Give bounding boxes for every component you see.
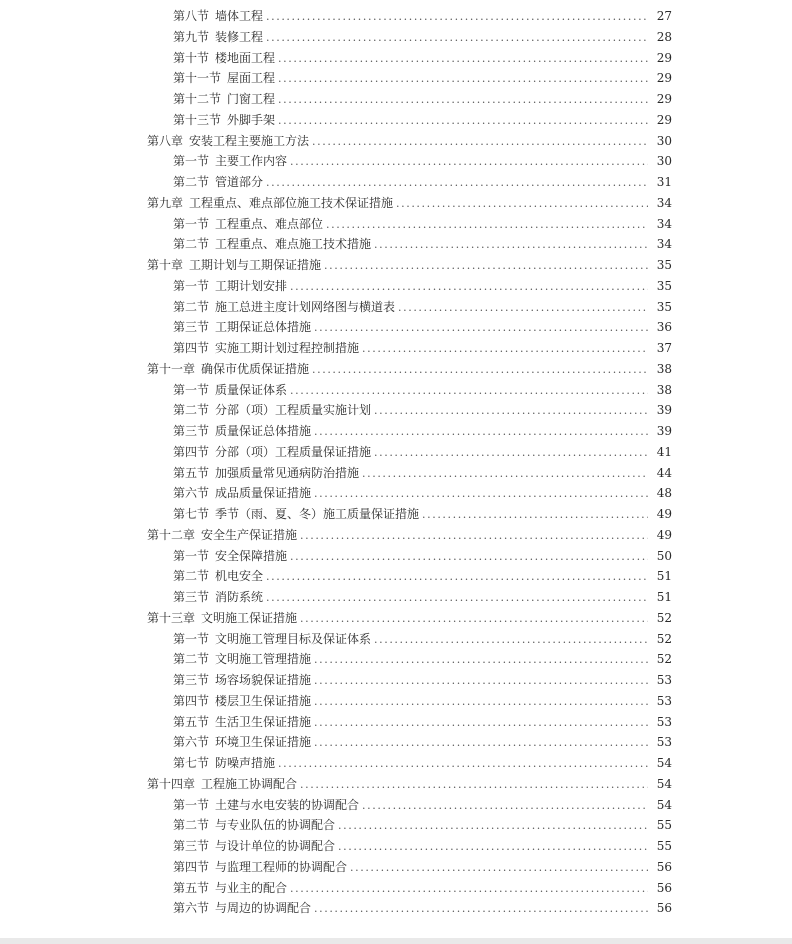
dot-leader — [422, 505, 648, 526]
toc-entry-number: 第一节 — [173, 548, 210, 563]
toc-entry-number: 第五节 — [173, 880, 210, 895]
toc-entry-label — [173, 234, 371, 255]
dot-leader — [266, 7, 648, 28]
toc-entry-title: 文明施工管理措施 — [215, 652, 312, 667]
toc-chapter-entry — [0, 131, 792, 152]
toc-entry-title: 工程施工协调配合 — [201, 776, 298, 791]
toc-section-entry — [0, 587, 792, 608]
dot-leader — [300, 609, 648, 630]
toc-entry-number: 第六节 — [173, 486, 210, 501]
toc-section-entry — [0, 6, 792, 27]
toc-page-number: 38 — [656, 361, 672, 376]
toc-entry-label — [173, 68, 275, 89]
toc-entry-number: 第十一节 — [173, 71, 222, 86]
toc-entry-title: 工期计划与工期保证措施 — [189, 258, 322, 272]
toc-entry-title: 季节（雨、夏、冬）施工质量保证措施 — [215, 507, 420, 521]
toc-entry-number: 第一节 — [173, 278, 210, 293]
toc-section-entry — [0, 276, 792, 297]
toc-entry-title: 土建与水电安装的协调配合 — [215, 797, 360, 812]
toc-entry-number: 第一节 — [173, 154, 210, 169]
toc-entry-title: 文明施工保证措施 — [201, 610, 298, 625]
toc-entry-label — [173, 400, 371, 421]
dot-leader — [314, 713, 648, 734]
toc-chapter-entry — [0, 774, 792, 795]
toc-entry-title: 生活卫生保证措施 — [215, 714, 312, 729]
toc-section-entry — [0, 442, 792, 463]
toc-entry-title: 确保市优质保证措施 — [201, 361, 310, 376]
toc-entry-label — [147, 525, 297, 546]
dot-leader — [362, 464, 648, 485]
toc-page-number: 52 — [656, 610, 672, 625]
toc-page-number: 37 — [656, 341, 672, 355]
dot-leader — [278, 49, 648, 70]
toc-entry-number: 第十三节 — [173, 112, 222, 127]
toc-entry-label — [173, 815, 335, 836]
toc-page-number: 38 — [656, 382, 672, 397]
toc-page-number: 44 — [656, 465, 672, 480]
toc-page-number: 52 — [656, 631, 672, 646]
toc-entry-title: 工期保证总体措施 — [215, 320, 312, 335]
dot-leader — [314, 733, 648, 754]
toc-page-number: 34 — [656, 216, 672, 231]
dot-leader — [300, 775, 648, 796]
dot-leader — [266, 588, 648, 609]
toc-entry-title: 实施工期计划过程控制措施 — [215, 341, 360, 355]
toc-entry-number: 第九节 — [173, 29, 210, 44]
toc-entry-title: 工程重点、难点部位 — [215, 216, 324, 231]
toc-section-entry — [0, 234, 792, 255]
toc-entry-title: 安全保障措施 — [215, 548, 288, 563]
dot-leader — [290, 152, 648, 173]
toc-section-entry — [0, 566, 792, 587]
toc-section-entry — [0, 712, 792, 733]
toc-entry-number: 第二节 — [173, 299, 210, 314]
dot-leader — [398, 298, 648, 319]
dot-leader — [374, 443, 648, 464]
toc-entry-label — [173, 670, 311, 691]
toc-entry-number: 第十章 — [147, 258, 184, 272]
toc-entry-label — [173, 463, 359, 484]
toc-entry-number: 第二节 — [173, 403, 210, 418]
toc-entry-title: 机电安全 — [215, 569, 264, 584]
toc-section-entry — [0, 732, 792, 753]
toc-page-number: 50 — [656, 548, 672, 563]
toc-entry-number: 第十节 — [173, 50, 210, 65]
dot-leader — [278, 69, 648, 90]
toc-chapter-entry — [0, 608, 792, 629]
toc-entry-label — [173, 421, 311, 442]
dot-leader — [290, 277, 648, 298]
toc-entry-label — [173, 214, 323, 235]
toc-entry-number: 第九章 — [147, 195, 184, 210]
toc-entry-title: 门窗工程 — [227, 92, 276, 106]
toc-entry-title: 与设计单位的协调配合 — [215, 839, 336, 853]
toc-section-entry — [0, 89, 792, 110]
toc-section-entry — [0, 504, 792, 525]
toc-entry-label — [173, 276, 287, 297]
dot-leader — [314, 484, 648, 505]
dot-leader — [290, 381, 648, 402]
toc-section-entry — [0, 857, 792, 878]
toc-entry-title: 工程重点、难点施工技术措施 — [215, 237, 372, 252]
toc-section-entry — [0, 649, 792, 670]
toc-page-number: 55 — [656, 839, 672, 853]
toc-section-entry — [0, 172, 792, 193]
toc-section-entry — [0, 483, 792, 504]
toc-entry-number: 第八节 — [173, 9, 210, 23]
toc-page-number: 54 — [656, 756, 672, 770]
toc-entry-label — [173, 795, 359, 816]
toc-entry-label — [173, 566, 263, 587]
toc-page-number: 53 — [656, 714, 672, 729]
dot-leader — [326, 215, 648, 236]
toc-entry-title: 场容场貌保证措施 — [215, 673, 312, 687]
toc-entry-number: 第二节 — [173, 652, 210, 667]
dot-leader — [278, 754, 648, 775]
toc-section-entry — [0, 898, 792, 919]
dot-leader — [362, 339, 648, 360]
toc-entry-label — [173, 753, 275, 774]
toc-entry-number: 第十一章 — [147, 361, 196, 376]
toc-entry-label — [173, 6, 263, 27]
toc-entry-number: 第四节 — [173, 859, 210, 874]
dot-leader — [290, 879, 648, 900]
toc-page-number: 53 — [656, 693, 672, 708]
toc-entry-label — [173, 649, 311, 670]
toc-section-entry — [0, 753, 792, 774]
toc-section-entry — [0, 421, 792, 442]
toc-page-number: 34 — [656, 237, 672, 252]
toc-entry-number: 第十三章 — [147, 610, 196, 625]
toc-page-number: 41 — [656, 444, 672, 459]
toc-entry-label — [173, 172, 263, 193]
toc-page-number: 29 — [656, 50, 672, 65]
toc-entry-title: 分部（项）工程质量实施计划 — [215, 403, 372, 418]
toc-page-number: 35 — [656, 299, 672, 314]
toc-page-number: 49 — [656, 507, 672, 521]
toc-page-number: 39 — [656, 403, 672, 418]
toc-entry-label — [147, 608, 297, 629]
toc-page-number: 29 — [656, 92, 672, 106]
toc-page-number: 29 — [656, 112, 672, 127]
toc-section-entry — [0, 400, 792, 421]
toc-entry-number: 第六节 — [173, 735, 210, 750]
toc-page-number: 56 — [656, 880, 672, 895]
toc-entry-number: 第四节 — [173, 341, 210, 355]
toc-entry-label — [173, 629, 371, 650]
toc-entry-number: 第一节 — [173, 631, 210, 646]
toc-entry-title: 装修工程 — [215, 29, 264, 44]
toc-section-entry — [0, 546, 792, 567]
toc-entry-title: 外脚手架 — [227, 112, 276, 127]
toc-entry-label — [147, 774, 297, 795]
toc-entry-number: 第二节 — [173, 569, 210, 584]
dot-leader — [300, 526, 648, 547]
toc-entry-number: 第七节 — [173, 756, 210, 770]
toc-chapter-entry — [0, 359, 792, 380]
toc-entry-number: 第三节 — [173, 839, 210, 853]
toc-entry-number: 第八章 — [147, 133, 184, 148]
toc-section-entry — [0, 110, 792, 131]
dot-leader — [290, 547, 648, 568]
toc-section-entry — [0, 815, 792, 836]
toc-chapter-entry — [0, 525, 792, 546]
toc-chapter-entry — [0, 193, 792, 214]
toc-entry-title: 文明施工管理目标及保证体系 — [215, 631, 372, 646]
toc-entry-title: 消防系统 — [215, 590, 264, 604]
toc-entry-title: 安全生产保证措施 — [201, 527, 298, 542]
toc-entry-title: 工期计划安排 — [215, 278, 288, 293]
toc-entry-number: 第三节 — [173, 673, 210, 687]
toc-entry-title: 楼层卫生保证措施 — [215, 693, 312, 708]
toc-section-entry — [0, 338, 792, 359]
toc-entry-label — [173, 380, 287, 401]
toc-entry-label — [173, 338, 359, 359]
toc-entry-label — [173, 691, 311, 712]
toc-entry-label — [147, 131, 309, 152]
dot-leader — [278, 111, 648, 132]
toc-section-entry — [0, 463, 792, 484]
toc-section-entry — [0, 691, 792, 712]
page-bottom-edge — [0, 938, 792, 944]
toc-entry-label — [173, 504, 419, 525]
toc-section-entry — [0, 878, 792, 899]
toc-entry-number: 第二节 — [173, 237, 210, 252]
toc-section-entry — [0, 670, 792, 691]
toc-page-number: 30 — [656, 154, 672, 169]
toc-page-number: 54 — [656, 776, 672, 791]
toc-section-entry — [0, 214, 792, 235]
toc-entry-title: 与周边的协调配合 — [215, 901, 312, 916]
toc-section-entry — [0, 68, 792, 89]
toc-entry-label — [173, 89, 275, 110]
toc-entry-title: 与业主的配合 — [215, 880, 288, 895]
toc-chapter-entry — [0, 255, 792, 276]
toc-entry-label — [173, 898, 311, 919]
toc-entry-title: 安装工程主要施工方法 — [189, 133, 310, 148]
toc-page-number: 28 — [656, 29, 672, 44]
toc-entry-label — [173, 297, 395, 318]
toc-entry-title: 加强质量常见通病防治措施 — [215, 465, 360, 480]
dot-leader — [312, 132, 648, 153]
dot-leader — [350, 858, 648, 879]
dot-leader — [396, 194, 648, 215]
toc-entry-label — [147, 255, 321, 276]
dot-leader — [374, 235, 648, 256]
toc-entry-title: 屋面工程 — [227, 71, 276, 86]
toc-entry-number: 第五节 — [173, 714, 210, 729]
toc-page-number: 51 — [656, 590, 672, 604]
toc-page-number: 55 — [656, 818, 672, 833]
toc-entry-title: 防噪声措施 — [215, 756, 276, 770]
toc-entry-label — [173, 857, 347, 878]
toc-entry-number: 第二节 — [173, 818, 210, 833]
dot-leader — [374, 630, 648, 651]
toc-section-entry — [0, 795, 792, 816]
toc-entry-label — [173, 732, 311, 753]
toc-page-number: 53 — [656, 735, 672, 750]
toc-entry-title: 楼地面工程 — [215, 50, 276, 65]
dot-leader — [266, 567, 648, 588]
toc-entry-title: 墙体工程 — [215, 9, 264, 23]
toc-entry-number: 第一节 — [173, 382, 210, 397]
toc-entry-title: 成品质量保证措施 — [215, 486, 312, 501]
dot-leader — [314, 671, 648, 692]
toc-page-number: 56 — [656, 859, 672, 874]
toc-entry-label — [147, 193, 393, 214]
dot-leader — [324, 256, 648, 277]
table-of-contents — [0, 6, 792, 919]
toc-entry-title: 质量保证总体措施 — [215, 424, 312, 438]
dot-leader — [266, 28, 648, 49]
toc-entry-title: 施工总进主度计划网络图与横道表 — [215, 299, 396, 314]
toc-section-entry — [0, 317, 792, 338]
toc-entry-label — [173, 483, 311, 504]
dot-leader — [338, 837, 648, 858]
toc-page-number: 34 — [656, 195, 672, 210]
toc-page-number: 35 — [656, 278, 672, 293]
toc-page-number: 53 — [656, 673, 672, 687]
dot-leader — [314, 650, 648, 671]
toc-page-number: 49 — [656, 527, 672, 542]
toc-entry-title: 主要工作内容 — [215, 154, 288, 169]
toc-entry-label — [173, 27, 263, 48]
dot-leader — [362, 796, 648, 817]
toc-entry-number: 第一节 — [173, 797, 210, 812]
toc-page-number: 51 — [656, 569, 672, 584]
dot-leader — [314, 318, 648, 339]
toc-entry-number: 第四节 — [173, 444, 210, 459]
toc-entry-label — [173, 878, 287, 899]
toc-entry-title: 分部（项）工程质量保证措施 — [215, 444, 372, 459]
toc-page-number: 27 — [656, 9, 672, 23]
dot-leader — [312, 360, 648, 381]
toc-entry-title: 与专业队伍的协调配合 — [215, 818, 336, 833]
toc-entry-label — [173, 48, 275, 69]
toc-page-number: 54 — [656, 797, 672, 812]
toc-entry-number: 第二节 — [173, 175, 210, 189]
toc-page-number: 52 — [656, 652, 672, 667]
toc-entry-label — [173, 712, 311, 733]
toc-entry-title: 管道部分 — [215, 175, 264, 189]
toc-entry-label — [173, 442, 371, 463]
toc-section-entry — [0, 380, 792, 401]
toc-page-number: 48 — [656, 486, 672, 501]
toc-entry-number: 第三节 — [173, 590, 210, 604]
toc-entry-number: 第十二章 — [147, 527, 196, 542]
toc-entry-number: 第六节 — [173, 901, 210, 916]
toc-page-number: 36 — [656, 320, 672, 335]
toc-page-number: 29 — [656, 71, 672, 86]
toc-entry-title: 环境卫生保证措施 — [215, 735, 312, 750]
toc-entry-number: 第五节 — [173, 465, 210, 480]
toc-section-entry — [0, 151, 792, 172]
toc-section-entry — [0, 297, 792, 318]
toc-entry-number: 第一节 — [173, 216, 210, 231]
toc-page-number: 35 — [656, 258, 672, 272]
toc-page-number: 31 — [656, 175, 672, 189]
dot-leader — [278, 90, 648, 111]
dot-leader — [314, 692, 648, 713]
toc-page-number: 56 — [656, 901, 672, 916]
toc-entry-number: 第三节 — [173, 424, 210, 438]
dot-leader — [266, 173, 648, 194]
toc-entry-label — [173, 836, 335, 857]
toc-entry-label — [173, 587, 263, 608]
toc-entry-number: 第四节 — [173, 693, 210, 708]
toc-section-entry — [0, 48, 792, 69]
toc-page-number: 30 — [656, 133, 672, 148]
toc-section-entry — [0, 836, 792, 857]
toc-entry-label — [173, 317, 311, 338]
dot-leader — [338, 816, 648, 837]
toc-section-entry — [0, 629, 792, 650]
toc-entry-label — [173, 110, 275, 131]
toc-entry-number: 第七节 — [173, 507, 210, 521]
toc-section-entry — [0, 27, 792, 48]
toc-entry-title: 质量保证体系 — [215, 382, 288, 397]
toc-entry-number: 第十四章 — [147, 776, 196, 791]
toc-entry-label — [173, 151, 287, 172]
toc-entry-title: 工程重点、难点部位施工技术保证措施 — [189, 195, 394, 210]
dot-leader — [374, 401, 648, 422]
dot-leader — [314, 422, 648, 443]
toc-entry-number: 第十二节 — [173, 92, 222, 106]
toc-entry-label — [147, 359, 309, 380]
dot-leader — [314, 899, 648, 920]
toc-page-number: 39 — [656, 424, 672, 438]
toc-entry-number: 第三节 — [173, 320, 210, 335]
toc-entry-label — [173, 546, 287, 567]
toc-entry-title: 与监理工程师的协调配合 — [215, 859, 348, 874]
